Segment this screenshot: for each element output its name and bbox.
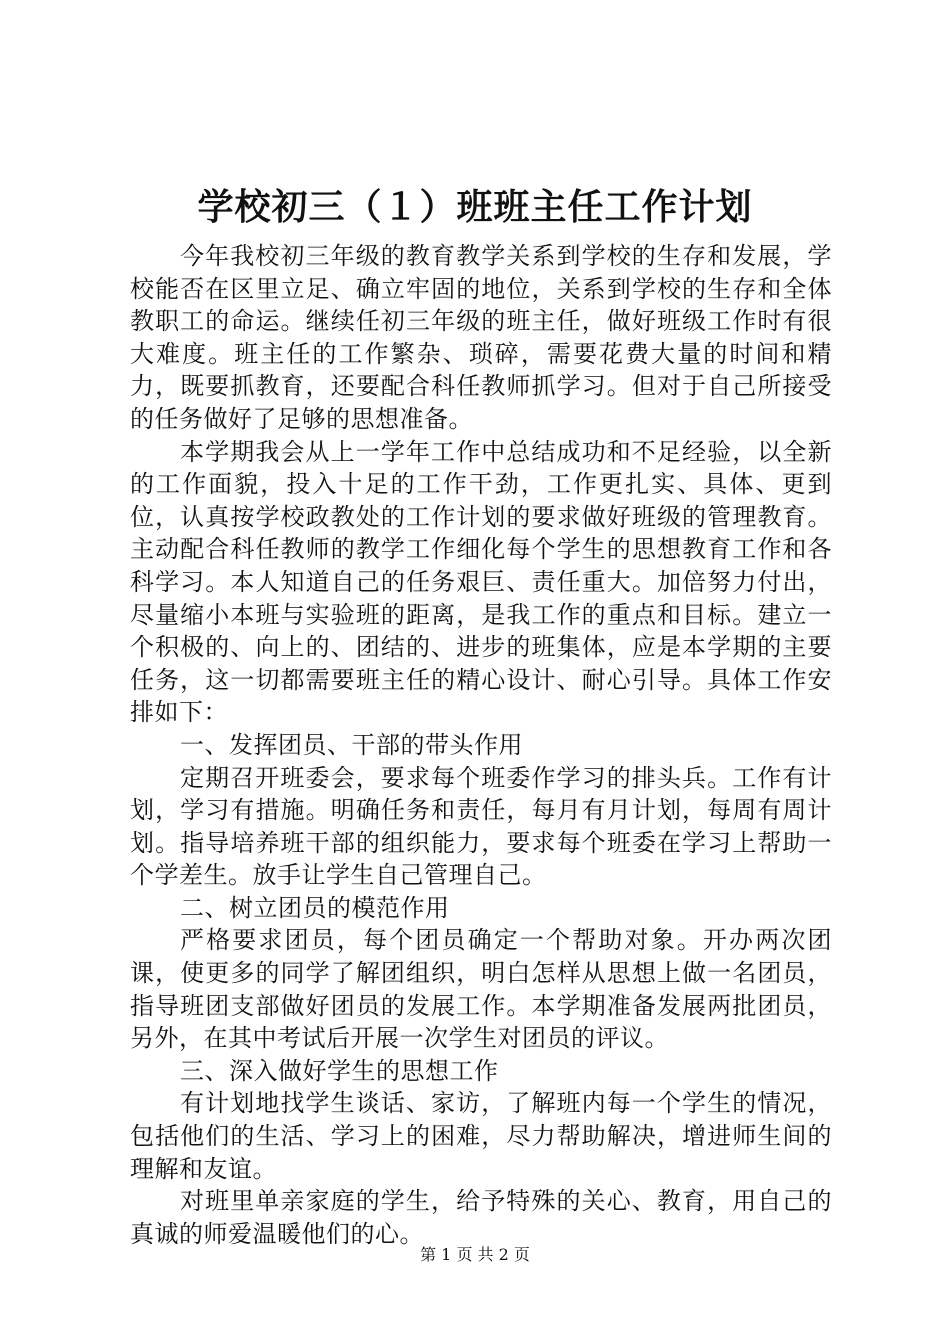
page-footer: 第 1 页 共 2 页 [420, 1245, 530, 1264]
document-body [130, 240, 832, 1250]
paragraph: 对班里单亲家庭的学生，给予特殊的关心、教育，用自己的真诚的师爱温暖他们的心。 [130, 1187, 832, 1248]
section-heading: 一、发挥团员、干部的带头作用 [180, 730, 523, 759]
section-heading: 二、树立团员的模范作用 [180, 893, 450, 922]
paragraph: 有计划地找学生谈话、家访，了解班内每一个学生的情况，包括他们的生活、学习上的困难，尽力帮助解决，增进师生间的理解和友谊。 [130, 1089, 832, 1183]
section-heading: 三、深入做好学生的思想工作 [180, 1056, 499, 1085]
paragraph: 严格要求团员，每个团员确定一个帮助对象。开办两次团课，使更多的同学了解团组织，明白怎样从思想上做一名团员，指导班团支部做好团员的发展工作。本学期准备发展两批团员，另外，在其中考试后开展一次学生对团员的评议。 [130, 926, 832, 1053]
paragraph: 今年我校初三年级的教育教学关系到学校的生存和发展，学校能否在区里立足、确立牢固的地位，关系到学校的生存和全体教职工的命运。继续任初三年级的班主任，做好班级工作时有很大难度。班主任的工作繁杂、琐碎，需要花费大量的时间和精力，既要抓教育，还要配合科任教师抓学习。但对于自己所接受的任务做好了足够的思想准备。 [130, 242, 832, 433]
paragraph: 定期召开班委会，要求每个班委作学习的排头兵。工作有计划，学习有措施。明确任务和责任，每月有月计划，每周有周计划。指导培养班干部的组织能力，要求每个班委在学习上帮助一个学差生。放手让学生自己管理自己。 [130, 763, 832, 890]
paragraph: 本学期我会从上一学年工作中总结成功和不足经验，以全新的工作面貌，投入十足的工作干劲，工作更扎实、具体、更到位，认真按学校政教处的工作计划的要求做好班级的管理教育。主动配合科任教师的教学工作细化每个学生的思想教育工作和各科学习。本人知道自己的任务艰巨、责任重大。加倍努力付出，尽量缩小本班与实验班的距离，是我工作的重点和目标。建立一个积极的、向上的、团结的、进步的班集体，应是本学期的主要任务，这一切都需要班主任的精心设计、耐心引导。具体工作安排如下： [130, 437, 832, 727]
document-title: 学校初三（１）班班主任工作计划 [197, 186, 753, 228]
